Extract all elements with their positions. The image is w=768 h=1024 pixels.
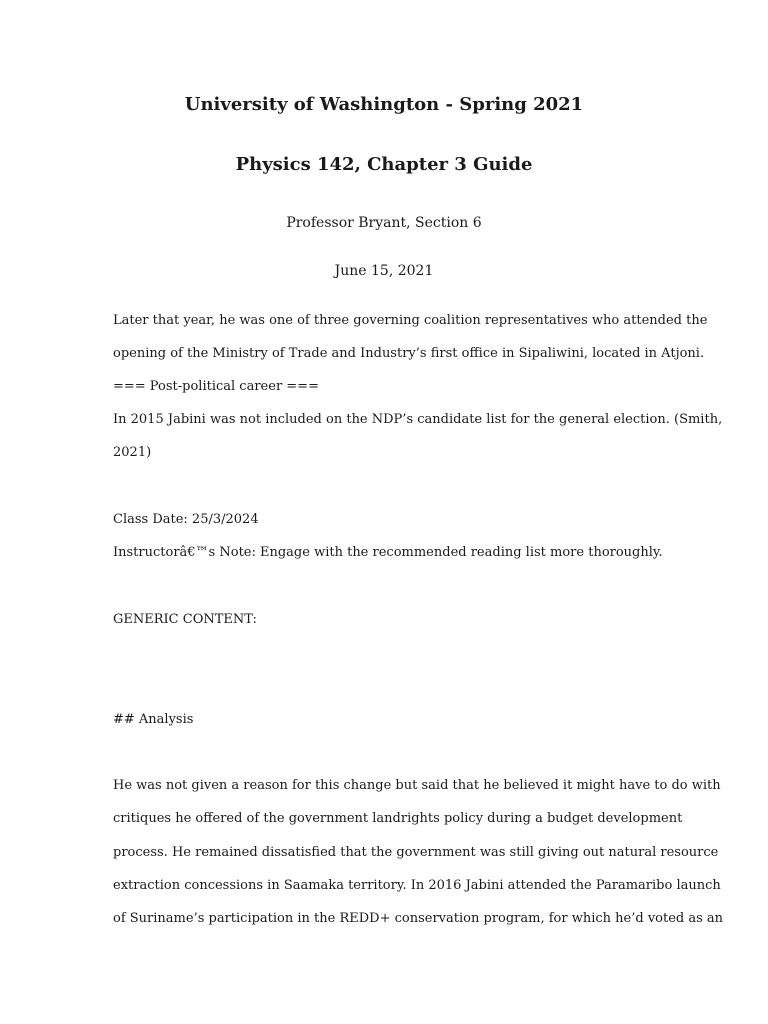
instructor-note: Instructorâ€™s Note: Engage with the recommended reading list more thoroughly.	[113, 545, 663, 560]
university-heading: University of Washington - Spring 2021	[184, 94, 584, 115]
paragraph-1-line-5: 2021)	[113, 445, 152, 460]
paragraph-2-line-1: He was not given a reason for this change but said that he believed it might have to do with	[113, 778, 721, 793]
paragraph-2-line-2: critiques he offered of the government landrights policy during a budget development	[113, 811, 683, 826]
date-line: June 15, 2021	[334, 263, 434, 279]
professor-line: Professor Bryant, Section 6	[286, 215, 482, 231]
generic-content-label: GENERIC CONTENT:	[113, 612, 257, 627]
class-date: Class Date: 25/3/2024	[113, 512, 259, 527]
course-title: Physics 142, Chapter 3 Guide	[235, 154, 533, 175]
section-marker-post-political-career: === Post-political career ===	[113, 379, 319, 394]
paragraph-2-line-5: of Suriname’s participation in the REDD+ conservation program, for which he’d voted as an	[113, 911, 724, 926]
paragraph-1-line-1: Later that year, he was one of three governing coalition representatives who attended the	[113, 313, 708, 328]
paragraph-2-line-4: extraction concessions in Saamaka territory. In 2016 Jabini attended the Paramaribo launch	[113, 878, 721, 893]
analysis-heading: ## Analysis	[113, 712, 194, 727]
paragraph-1-line-2: opening of the Ministry of Trade and Industry’s first office in Sipaliwini, located in Atjoni.	[113, 346, 705, 361]
paragraph-1-line-4: In 2015 Jabini was not included on the NDP’s candidate list for the general election. (Smith,	[113, 412, 723, 427]
paragraph-2-line-3: process. He remained dissatisfied that the government was still giving out natural resource	[113, 845, 719, 860]
